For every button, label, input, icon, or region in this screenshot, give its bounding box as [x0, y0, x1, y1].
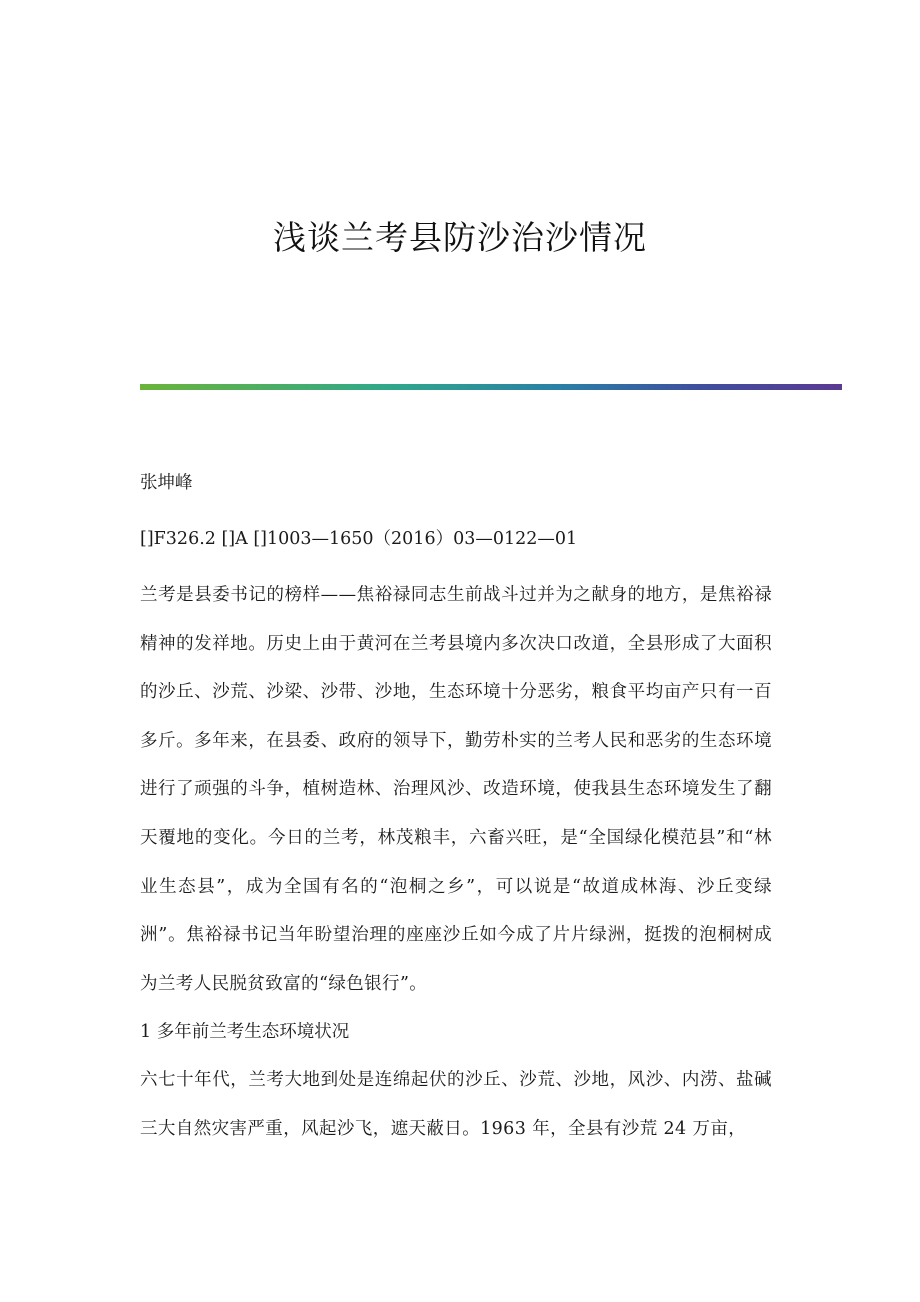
paragraph: 兰考是县委书记的榜样——焦裕禄同志生前战斗过并为之献身的地方，是焦裕禄精神的发祥地。历史上由于黄河在兰考县境内多次决口改道，全县形成了大面积的沙丘、沙荒、沙梁、沙带、沙地，生态环境十分恶劣，粮食平均亩产只有一百多斤。多年来，在县委、政府的领导下，勤劳朴实的兰考人民和恶劣的生态环境进行了顽强的斗争，植树造林、治理风沙、改造环境，使我县生态环境发生了翻天覆地的变化。今日的兰考，林茂粮丰，六畜兴旺，是“全国绿化模范县”和“林业生态县”，成为全国有名的“泡桐之乡”，可以说是“故道成林海、沙丘变绿洲”。焦裕禄书记当年盼望治理的座座沙丘如今成了片片绿洲，挺拨的泡桐树成为兰考人民脱贫致富的“绿色银行”。 [140, 585, 772, 994]
classification-info: []F326.2 []A []1003—1650（2016）03—0122—01 [140, 529, 578, 549]
document-title: 浅谈兰考县防沙治沙情况 [273, 218, 647, 257]
section-heading: 1 多年前兰考生态环境状况 [140, 1022, 350, 1043]
paragraph: 六七十年代，兰考大地到处是连绵起伏的沙丘、沙荒、沙地，风沙、内涝、盐碱三大自然灾害严重，风起沙飞，遮天蔽日。1963 年，全县有沙荒 24 万亩， [140, 1070, 772, 1139]
document-body [140, 468, 772, 1154]
title-divider [140, 384, 842, 390]
author-name: 张坤峰 [140, 473, 193, 493]
